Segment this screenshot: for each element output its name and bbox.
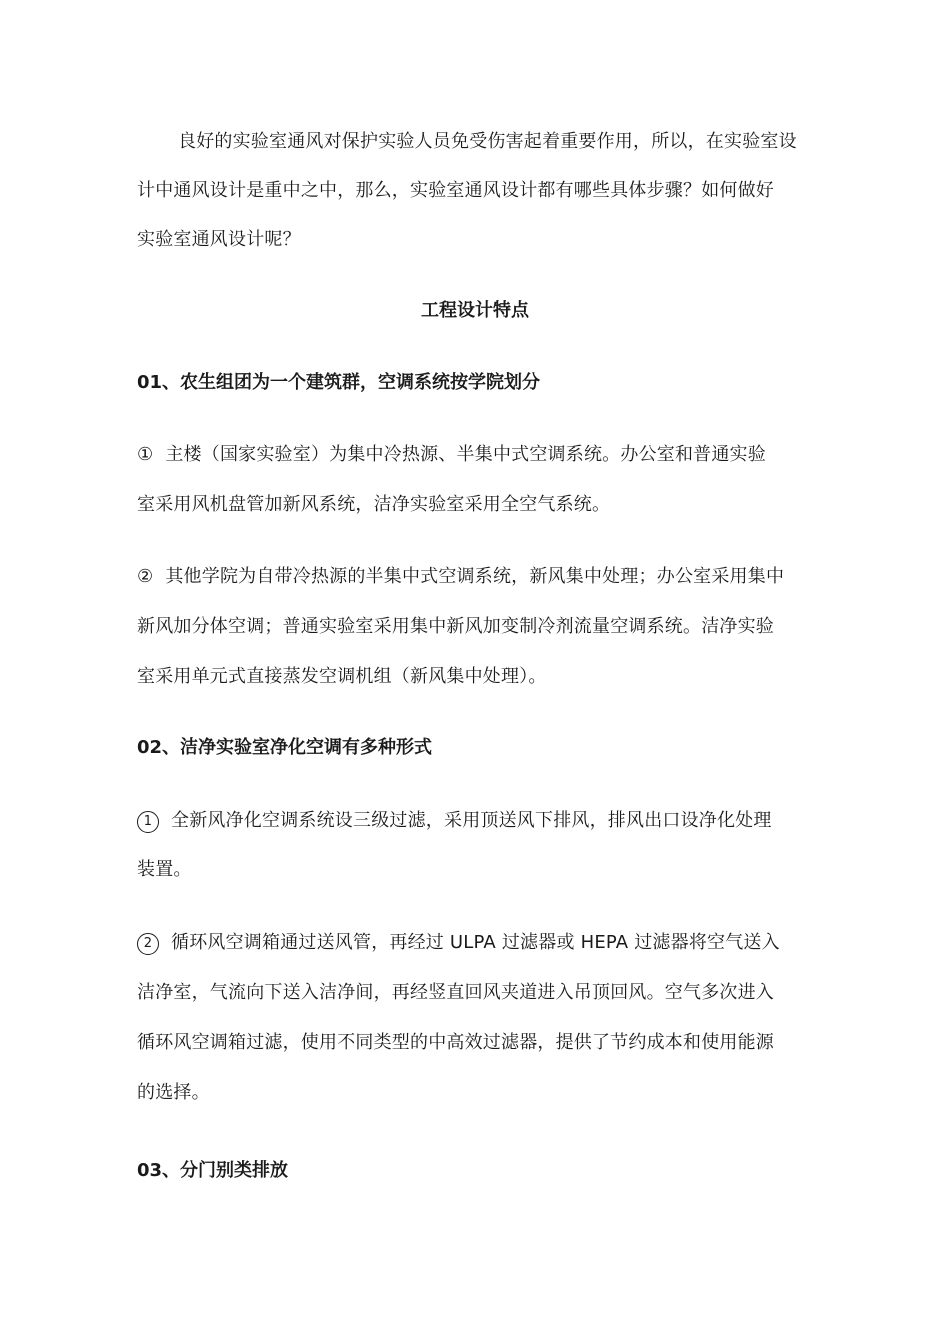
section-title: 工程设计特点 xyxy=(421,300,529,321)
s02-p2-line-4: 的选择。 xyxy=(137,1082,210,1103)
s02-p1-line-1 xyxy=(137,809,772,833)
intro-line-1: 良好的实验室通风对保护实验人员免受伤害起着重要作用，所以，在实验室设 xyxy=(178,131,797,152)
circled-number-1: 1 xyxy=(137,811,159,833)
s02-p1-line-2: 装置。 xyxy=(137,859,192,880)
intro-line-3: 实验室通风设计呢？ xyxy=(137,229,301,250)
s02-p2-line-3: 循环风空调箱过滤，使用不同类型的中高效过滤器，提供了节约成本和使用能源 xyxy=(137,1032,774,1053)
s02-p1-text-1: 全新风净化空调系统设三级过滤，采用顶送风下排风，排风出口设净化处理 xyxy=(171,810,772,831)
s01-p2-line-3: 室采用单元式直接蒸发空调机组（新风集中处理）。 xyxy=(137,666,547,687)
s01-p2-line-1 xyxy=(137,565,784,589)
heading-02: 02、洁净实验室净化空调有多种形式 xyxy=(137,737,433,758)
s01-p2-line-2: 新风加分体空调；普通实验室采用集中新风加变制冷剂流量空调系统。洁净实验 xyxy=(137,616,774,637)
s01-p1-line-1 xyxy=(137,443,766,467)
s01-p1-line-2: 室采用风机盘管加新风系统，洁净实验室采用全空气系统。 xyxy=(137,494,611,515)
circled-number-2: 2 xyxy=(137,933,159,955)
s01-p2-text-1: 其他学院为自带冷热源的半集中式空调系统，新风集中处理；办公室采用集中 xyxy=(165,566,785,587)
s01-p2-marker: ② xyxy=(137,566,154,587)
intro-line-2: 计中通风设计是重中之中，那么，实验室通风设计都有哪些具体步骤？如何做好 xyxy=(137,180,774,201)
s02-p2-line-1 xyxy=(137,931,780,955)
s02-p2-line-2: 洁净室，气流向下送入洁净间，再经竖直回风夹道进入吊顶回风。空气多次进入 xyxy=(137,982,774,1003)
heading-01: 01、农生组团为一个建筑群，空调系统按学院划分 xyxy=(137,372,541,393)
s01-p1-text-1: 主楼（国家实验室）为集中冷热源、半集中式空调系统。办公室和普通实验 xyxy=(165,444,766,465)
s01-p1-marker: ① xyxy=(137,444,154,465)
heading-03: 03、分门别类排放 xyxy=(137,1160,289,1181)
s02-p2-text-1: 循环风空调箱通过送风管，再经过 ULPA 过滤器或 HEPA 过滤器将空气送入 xyxy=(171,932,780,953)
